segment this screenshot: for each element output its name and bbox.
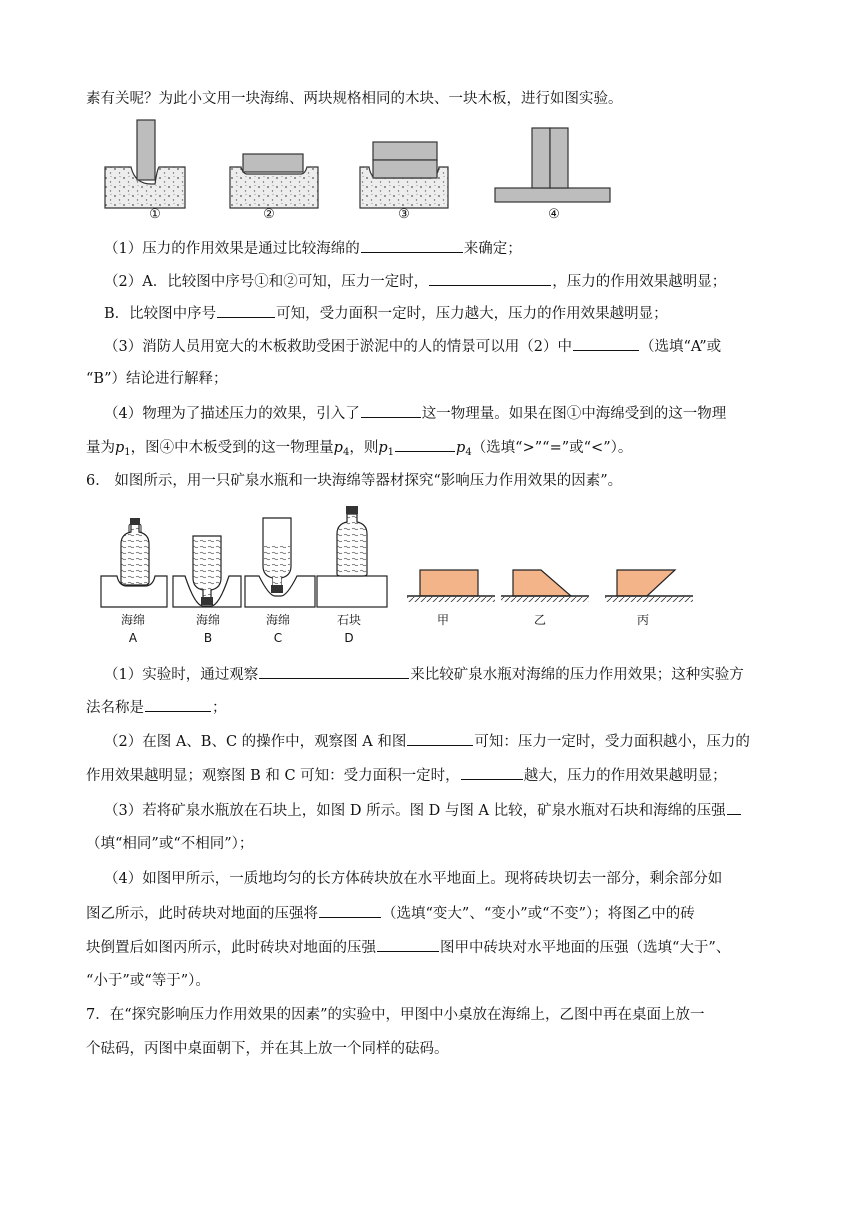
answer-blank[interactable] — [361, 403, 421, 418]
label-sponge-b: 海绵 — [195, 613, 220, 627]
q6-part4: （4）如图甲所示，一质地均匀的长方体砖块放在水平地面上。现将砖块切去一部分，剩余部分如 — [104, 871, 723, 887]
label-bing: 丙 — [636, 613, 649, 627]
brick-jia — [407, 570, 495, 602]
label-d: D — [344, 631, 354, 645]
answer-blank[interactable] — [461, 765, 523, 780]
q6-stem: 6． 如图所示，用一只矿泉水瓶和一块海绵等器材探究“影响压力作用效果的因素”。 — [86, 473, 623, 489]
brick-bing — [605, 570, 693, 602]
answer-blank[interactable] — [259, 664, 409, 679]
bottle-and-brick-figure — [95, 502, 715, 618]
fig1-label-1: ① — [149, 207, 161, 222]
setup-4-vertical-blocks-on-board — [495, 128, 610, 202]
q5-part3-cont: “B”）结论进行解释； — [86, 371, 228, 387]
q6-part4-cont3: “小于”或“等于”）。 — [86, 973, 210, 989]
answer-blank[interactable] — [377, 937, 439, 952]
q5-part1: （1）压力的作用效果是通过比较海绵的 来确定； — [104, 238, 522, 259]
answer-blank[interactable] — [217, 303, 275, 318]
answer-blank[interactable] — [407, 731, 473, 746]
label-b: B — [203, 631, 213, 645]
label-c: C — [273, 631, 283, 645]
q6-part2: （2）在图 A、B、C 的操作中，观察图 A 和图 可知：压力一定时，受力面积越小，压力的 — [104, 731, 750, 752]
fig1-label-4: ④ — [548, 207, 560, 222]
q6-part1-cont: 法名称是 ； — [86, 697, 227, 718]
q5-part2a: （2）A．比较图中序号①和②可知，压力一定时， ，压力的作用效果越明显； — [104, 271, 726, 292]
setup-c-inverted-bottle-less-water — [245, 518, 315, 607]
label-yi: 乙 — [533, 613, 546, 627]
fig1-label-2: ② — [263, 207, 275, 222]
q5-part4-cont: 量为$p_1$，图④中木板受到的这一物理量$p_4$，则$p_1$ $p_4$（选填“>”“=”或“<”）。 — [86, 437, 632, 463]
answer-blank[interactable] — [429, 271, 551, 286]
q6-part4-cont1: 图乙所示，此时砖块对地面的压强将 （选填“变大”、“变小”或“不变”）；将图乙中的砖 — [86, 903, 695, 924]
setup-b-inverted-bottle-on-sponge — [173, 536, 241, 607]
q6-part1: （1）实验时，通过观察 来比较矿泉水瓶对海绵的压力作用效果；这种实验方 — [104, 664, 744, 685]
intro-line: 素有关呢？为此小文用一块海绵、两块规格相同的木块、一块木板，进行如图实验。 — [86, 91, 623, 107]
q6-part3-cont: （填“相同”或“不相同”）； — [86, 836, 254, 852]
q5-part4: （4）物理为了描述压力的效果，引入了 这一物理量。如果在图①中海绵受到的这一物理 — [104, 403, 726, 424]
answer-blank[interactable] — [145, 697, 211, 712]
q5-part2b: B．比较图中序号 可知，受力面积一定时，压力越大，压力的作用效果越明显； — [104, 303, 668, 324]
setup-d-upright-bottle-on-stone — [317, 506, 387, 607]
q6-part3: （3）若将矿泉水瓶放在石块上，如图 D 所示。图 D 与图 A 比较，矿泉水瓶对石块和海绵的压强 — [104, 800, 742, 821]
q7-line2: 个砝码，丙图中桌面朝下，并在其上放一个同样的砝码。 — [86, 1041, 449, 1057]
brick-yi — [501, 570, 589, 602]
answer-blank[interactable] — [361, 238, 463, 253]
answer-blank[interactable] — [319, 903, 381, 918]
setup-3-two-flat-blocks-on-sponge — [360, 142, 448, 208]
q5-part3: （3）消防人员用宽大的木板救助受困于淤泥中的人的情景可以用（2）中 （选填“A”或 — [104, 336, 721, 357]
answer-blank[interactable] — [727, 800, 741, 815]
setup-2-flat-block-on-sponge — [230, 154, 318, 208]
label-jia: 甲 — [436, 613, 449, 627]
label-stone-d: 石块 — [336, 613, 361, 627]
label-a: A — [128, 631, 138, 645]
fig1-label-3: ③ — [398, 207, 410, 222]
q6-part2-cont: 作用效果越明显；观察图 B 和 C 可知：受力面积一定时， 越大，压力的作用效果越明显； — [86, 765, 727, 786]
label-sponge-a: 海绵 — [120, 613, 145, 627]
answer-blank[interactable] — [573, 336, 639, 351]
setup-a-upright-bottle-on-sponge — [101, 518, 167, 607]
q7-line1: 7．在“探究影响压力作用效果的因素”的实验中，甲图中小桌放在海绵上，乙图中再在桌面上放一 — [86, 1007, 705, 1023]
setup-1-vertical-block-on-sponge — [105, 120, 185, 208]
q6-part4-cont2: 块倒置后如图丙所示，此时砖块对地面的压强 图甲中砖块对水平地面的压强（选填“大于”、 — [86, 937, 730, 958]
label-sponge-c: 海绵 — [265, 613, 290, 627]
answer-blank[interactable] — [395, 437, 455, 452]
